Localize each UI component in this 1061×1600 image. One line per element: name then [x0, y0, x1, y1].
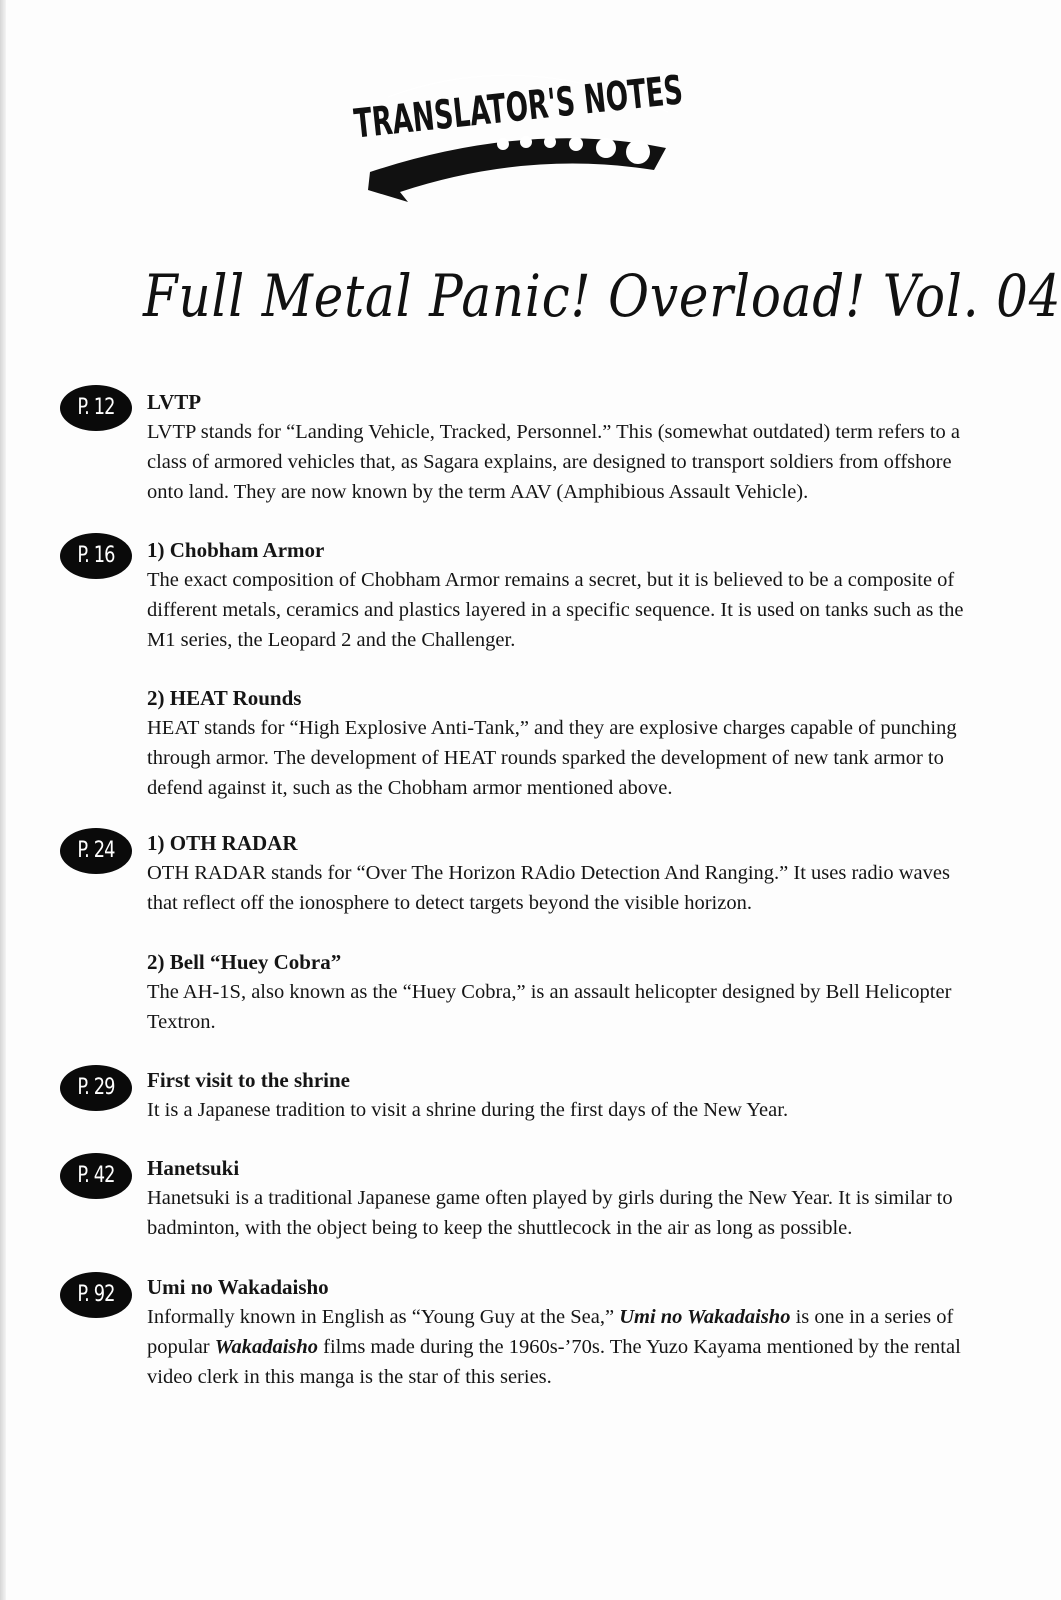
- svg-text:TRANSLATOR'S NOTES: TRANSLATOR'S NOTES: [351, 49, 857, 148]
- page-edge: [0, 0, 6, 1600]
- note-entry: [147, 535, 977, 655]
- entry-title: 1) Chobham Armor: [147, 538, 325, 562]
- body-text: is one in a series of popular: [147, 1306, 954, 1358]
- entry-body: The exact composition of Chobham Armor remains a secret, but it is believed to be a composite of different metals, ceramics and plastics layered in a specific sequence. It is used on tanks such as the M1 series, the Leopard 2 and the Challenger.: [147, 569, 964, 651]
- entry-title: 1) OTH RADAR: [147, 831, 298, 855]
- translators-notes-logo: [348, 49, 857, 202]
- page-badge: P. 29: [60, 1065, 132, 1111]
- page-badge: P. 42: [60, 1153, 132, 1199]
- note-entry: [147, 947, 977, 1037]
- entry-body: LVTP stands for “Landing Vehicle, Tracked, Personnel.” This (somewhat outdated) term refers to a class of armored vehicles that, as Sagara explains, are designed to transport soldiers from offshore onto land. They are now known by the term AAV (Amphibious Assault Vehicle).: [147, 421, 960, 503]
- entry-title: First visit to the shrine: [147, 1068, 350, 1092]
- entry-title: Umi no Wakadaisho: [147, 1275, 329, 1299]
- body-italic: Wakadaisho: [214, 1336, 319, 1358]
- page-badge: P. 16: [60, 533, 132, 579]
- entry-body: HEAT stands for “High Explosive Anti-Tank,” and they are explosive charges capable of punching through armor. The development of HEAT rounds sparked the development of new tank armor to defend against it, such as the Chobham armor mentioned above.: [147, 717, 957, 799]
- page-badge: P. 92: [60, 1272, 132, 1318]
- entry-body: The AH-1S, also known as the “Huey Cobra,” is an assault helicopter designed by Bell Helicopter Textron.: [147, 981, 952, 1033]
- note-entry: [147, 387, 977, 507]
- note-entry: [147, 1272, 977, 1392]
- entry-title: Hanetsuki: [147, 1156, 240, 1180]
- entry-body: OTH RADAR stands for “Over The Horizon RAdio Detection And Ranging.” It uses radio waves that reflect off the ionosphere to detect targets beyond the visible horizon.: [147, 862, 950, 914]
- note-entry: [147, 683, 977, 803]
- note-entry: [147, 1153, 977, 1243]
- entry-title: LVTP: [147, 390, 202, 414]
- entry-title: 2) HEAT Rounds: [147, 686, 302, 710]
- body-italic: Umi no Wakadaisho: [619, 1306, 791, 1328]
- body-text: Informally known in English as “Young Guy at the Sea,”: [147, 1306, 620, 1328]
- body-text: films made during the 1960s-’70s. The Yuzo Kayama mentioned by the rental video clerk in this manga is the star of this series.: [147, 1336, 961, 1388]
- entry-title: 2) Bell “Huey Cobra”: [147, 950, 342, 974]
- volume-title: Full Metal Panic! Overload! Vol. 04: [143, 262, 1061, 330]
- page-badge: P. 12: [60, 385, 132, 431]
- entry-body: [147, 1302, 977, 1392]
- page-badge: P. 24: [60, 828, 132, 874]
- note-entry: [147, 1065, 977, 1125]
- entry-body: Hanetsuki is a traditional Japanese game often played by girls during the New Year. It is similar to badminton, with the object being to keep the shuttlecock in the air as long as possible.: [147, 1187, 953, 1239]
- entry-body: It is a Japanese tradition to visit a shrine during the first days of the New Year.: [147, 1099, 789, 1121]
- note-entry: [147, 828, 977, 918]
